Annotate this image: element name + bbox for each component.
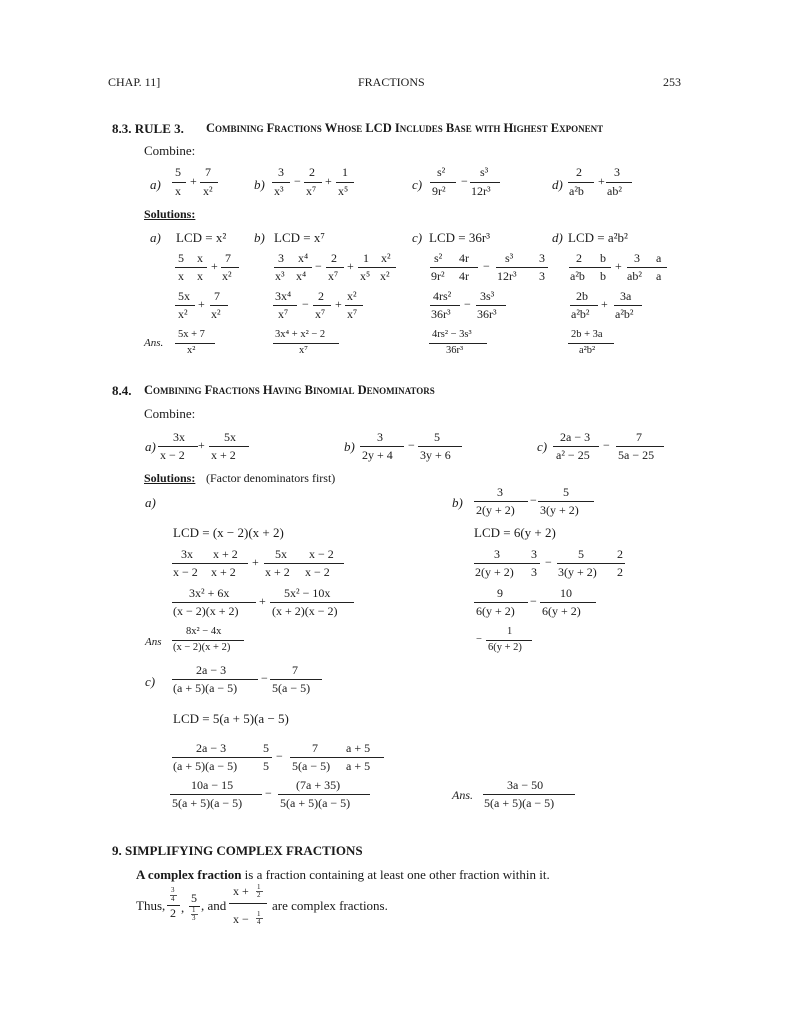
frac-num: 4r xyxy=(459,251,469,265)
frac-num: x − 2 xyxy=(309,547,334,561)
fraction-bar xyxy=(200,182,218,183)
frac-num: 2a − 3 xyxy=(560,430,591,444)
frac-num: 3x xyxy=(173,430,185,444)
fraction-bar xyxy=(483,794,575,795)
frac-num: 5 xyxy=(175,165,181,179)
solution-label-d: d) xyxy=(552,230,563,245)
frac-den: ab² xyxy=(607,184,622,198)
and-label: , and xyxy=(201,898,227,913)
answer-den: 36r³ xyxy=(446,345,464,356)
fraction-bar xyxy=(568,343,614,344)
fraction-bar xyxy=(170,794,262,795)
complex-fractions-tail: are complex fractions. xyxy=(272,898,388,913)
frac-den: x⁷ xyxy=(315,307,326,321)
solution-label-a: a) xyxy=(150,230,161,245)
frac-num: 7 xyxy=(205,165,211,179)
frac-num: 5 xyxy=(563,485,569,499)
frac-num: x² xyxy=(381,251,391,265)
frac-den: 4 xyxy=(171,895,175,903)
fraction-bar xyxy=(616,446,664,447)
frac-den: 3(y + 2) xyxy=(540,503,579,517)
fraction-bar xyxy=(540,602,596,603)
frac-num: s² xyxy=(434,251,443,265)
fraction-bar xyxy=(209,446,249,447)
lcd-b: LCD = x⁷ xyxy=(274,230,325,245)
frac-num: 5x² − 10x xyxy=(284,586,331,600)
frac-den: 9r² xyxy=(432,184,446,198)
frac-num: x² xyxy=(347,289,357,303)
fraction-bar xyxy=(627,267,667,268)
solution-label-b: b) xyxy=(254,230,265,245)
frac-num: 1 xyxy=(363,251,369,265)
fraction-bar xyxy=(358,267,396,268)
fraction-bar xyxy=(172,679,258,680)
problem-label-a: a) xyxy=(145,439,156,454)
operator: + xyxy=(198,438,205,452)
frac-den: a²b xyxy=(570,269,585,283)
frac-den: 12r³ xyxy=(471,184,491,198)
fraction-bar xyxy=(486,640,532,641)
frac-den: x⁷ xyxy=(306,184,317,198)
ans-label: Ans xyxy=(145,636,162,648)
frac-num: 3 xyxy=(494,547,500,561)
section-8-4-number: 8.4. xyxy=(112,383,132,398)
section-8-4-title: Combining Fractions Having Binomial Denominators xyxy=(144,383,435,397)
fraction-bar xyxy=(336,182,354,183)
frac-den: x xyxy=(178,269,184,283)
solution-label-c: c) xyxy=(412,230,423,245)
lcd-8-4-b: LCD = 6(y + 2) xyxy=(474,525,556,540)
frac-num: 2 xyxy=(309,165,315,179)
answer-num: 4rs² − 3s³ xyxy=(432,329,472,340)
frac-num: 2 xyxy=(331,251,337,265)
frac-num: 5x xyxy=(178,289,190,303)
frac-num: 5 xyxy=(434,430,440,444)
frac-num: x + xyxy=(233,884,249,898)
solution-label-c: c) xyxy=(145,674,156,689)
frac-num: (7a + 35) xyxy=(296,778,341,792)
fraction-bar xyxy=(229,903,267,904)
frac-den: 3 xyxy=(539,269,545,283)
fraction-bar xyxy=(569,267,611,268)
answer-num: 5x + 7 xyxy=(178,329,205,340)
lcd-a: LCD = x² xyxy=(176,230,227,245)
operator: + xyxy=(259,594,266,608)
frac-num: s² xyxy=(437,165,446,179)
frac-num: 2 xyxy=(318,289,324,303)
solution-label-a: a) xyxy=(145,495,156,510)
frac-den: 4r xyxy=(459,269,469,283)
fraction-bar xyxy=(264,563,344,564)
page-number: 253 xyxy=(663,75,681,89)
answer-den: x⁷ xyxy=(299,345,308,356)
fraction-bar xyxy=(474,563,540,564)
frac-den: x⁴ xyxy=(296,269,307,283)
fraction-bar xyxy=(278,794,370,795)
answer-den: 5(a + 5)(a − 5) xyxy=(484,796,555,810)
fraction-bar xyxy=(172,182,186,183)
frac-num: 2 xyxy=(576,251,582,265)
frac-num: 3 xyxy=(614,165,620,179)
frac-den: x² xyxy=(380,269,390,283)
frac-den: a² − 25 xyxy=(556,448,590,462)
solutions-label-8-4: Solutions: xyxy=(144,471,196,485)
operator: + xyxy=(211,259,218,273)
frac-num: s³ xyxy=(505,251,514,265)
operator: − xyxy=(408,438,415,452)
frac-num: 2b xyxy=(576,289,588,303)
frac-den: 5(a − 5) xyxy=(292,759,331,773)
thus-label: Thus, xyxy=(136,898,166,913)
fraction-bar xyxy=(496,267,548,268)
definition-text: is a fraction containing at least one other fraction within it. xyxy=(241,867,550,882)
frac-den: 4 xyxy=(257,918,261,926)
operator: − xyxy=(545,555,552,569)
answer-num: 3x⁴ + x² − 2 xyxy=(275,329,326,340)
frac-den: ab² xyxy=(627,269,642,283)
fraction-bar xyxy=(313,305,331,306)
solutions-note: (Factor denominators first) xyxy=(206,471,336,485)
separator: , xyxy=(181,900,185,915)
fraction-bar xyxy=(274,267,312,268)
operator: + xyxy=(598,174,605,188)
frac-num: 3x² + 6x xyxy=(189,586,230,600)
frac-den: x + 2 xyxy=(265,565,290,579)
frac-den: x + 2 xyxy=(211,565,236,579)
fraction-bar xyxy=(290,757,384,758)
fraction-bar xyxy=(172,602,256,603)
frac-den: x + 2 xyxy=(211,448,236,462)
fraction-bar xyxy=(272,182,290,183)
frac-den: x − 2 xyxy=(173,565,198,579)
chapter-label: CHAP. 11] xyxy=(108,75,161,89)
frac-den: x⁵ xyxy=(360,269,371,283)
frac-den: (x + 2)(x − 2) xyxy=(272,604,338,618)
section-8-3-number: 8.3. RULE 3. xyxy=(112,121,184,136)
fraction-bar xyxy=(538,501,594,502)
operator: + xyxy=(325,174,332,188)
problem-label-a: a) xyxy=(150,177,161,192)
frac-num: 2a − 3 xyxy=(196,741,227,755)
complex-fraction-definition xyxy=(136,867,550,883)
fraction-bar xyxy=(474,501,528,502)
answer-num: 2b + 3a xyxy=(571,329,603,340)
running-title: FRACTIONS xyxy=(358,75,425,89)
fraction-bar xyxy=(304,182,322,183)
frac-den: x⁷ xyxy=(278,307,289,321)
frac-den: a xyxy=(656,269,662,283)
frac-den: 36r³ xyxy=(431,307,451,321)
frac-num: 9 xyxy=(497,586,503,600)
frac-num: 5x xyxy=(275,547,287,561)
frac-den: 5 xyxy=(263,759,269,773)
ans-label: Ans. xyxy=(144,337,164,349)
fraction-bar xyxy=(172,757,272,758)
frac-den: 5a − 25 xyxy=(618,448,655,462)
frac-den: 36r³ xyxy=(477,307,497,321)
operator: + xyxy=(190,174,197,188)
frac-den: x³ xyxy=(274,184,284,198)
frac-num: 3 xyxy=(278,251,284,265)
answer-num: 1 xyxy=(507,626,513,637)
frac-num: 2 xyxy=(576,165,582,179)
problem-label-c: c) xyxy=(537,439,548,454)
ans-label: Ans. xyxy=(452,788,473,802)
frac-num: 5 xyxy=(191,891,197,905)
operator: − xyxy=(265,786,272,800)
fraction-bar xyxy=(418,446,462,447)
solution-label-b: b) xyxy=(452,495,463,510)
section-9-heading: 9. SIMPLIFYING COMPLEX FRACTIONS xyxy=(112,843,363,858)
frac-num: 7 xyxy=(312,741,318,755)
lcd-c: LCD = 36r³ xyxy=(429,230,491,245)
fraction-bar xyxy=(606,182,632,183)
fraction-bar xyxy=(553,446,599,447)
fraction-bar xyxy=(360,446,404,447)
answer-den: x² xyxy=(187,345,196,356)
frac-den: 2(y + 2) xyxy=(475,565,514,579)
operator: − xyxy=(483,259,490,273)
answer-sign: − xyxy=(476,634,482,645)
frac-num: 3x⁴ xyxy=(275,289,292,303)
frac-den: 2 xyxy=(257,891,261,899)
problem-label-c: c) xyxy=(412,177,423,192)
frac-den: (a + 5)(a − 5) xyxy=(173,759,238,773)
frac-num: 10a − 15 xyxy=(191,778,234,792)
answer-den: a²b² xyxy=(579,345,596,356)
frac-num: 2a − 3 xyxy=(196,663,227,677)
frac-num: 7 xyxy=(214,289,220,303)
fraction-bar xyxy=(345,305,363,306)
fraction-bar xyxy=(326,267,344,268)
operator: + xyxy=(615,259,622,273)
frac-den: a²b xyxy=(569,184,584,198)
frac-den: x² xyxy=(203,184,213,198)
answer-den: 6(y + 2) xyxy=(488,642,522,653)
lcd-8-4-a: LCD = (x − 2)(x + 2) xyxy=(173,525,284,540)
fraction-bar xyxy=(270,602,354,603)
frac-num: a + 5 xyxy=(346,741,371,755)
fraction-bar xyxy=(273,343,339,344)
answer-num: 8x² − 4x xyxy=(186,626,222,637)
frac-den: 6(y + 2) xyxy=(476,604,515,618)
operator: + xyxy=(601,297,608,311)
fraction-bar xyxy=(175,343,215,344)
solutions-label-8-3: Solutions: xyxy=(144,207,196,221)
frac-num: 5 xyxy=(178,251,184,265)
frac-den: 2y + 4 xyxy=(362,448,393,462)
frac-num: 5 xyxy=(578,547,584,561)
frac-num: b xyxy=(600,251,606,265)
frac-den: x xyxy=(175,184,181,198)
frac-den: 2 xyxy=(617,565,623,579)
frac-num: 3 xyxy=(171,886,175,894)
operator: + xyxy=(347,259,354,273)
operator: − xyxy=(461,174,468,188)
fraction-bar xyxy=(474,602,528,603)
fraction-bar xyxy=(476,305,506,306)
frac-den: x − 2 xyxy=(305,565,330,579)
frac-den: a²b² xyxy=(571,307,590,321)
frac-den: x² xyxy=(222,269,232,283)
frac-den: x³ xyxy=(275,269,285,283)
frac-num: 3 xyxy=(377,430,383,444)
fraction-bar xyxy=(175,267,207,268)
frac-den: x⁷ xyxy=(347,307,358,321)
operator: − xyxy=(530,594,537,608)
frac-den: a + 5 xyxy=(346,759,371,773)
frac-num: a xyxy=(656,251,662,265)
frac-num: 4rs² xyxy=(433,289,452,303)
frac-num: 10 xyxy=(560,586,572,600)
operator: − xyxy=(261,671,268,685)
fraction-bar xyxy=(172,640,244,641)
fraction-bar xyxy=(614,305,642,306)
frac-num: 2 xyxy=(617,547,623,561)
definition-term: A complex fraction xyxy=(136,867,242,882)
frac-num: 3s³ xyxy=(480,289,495,303)
frac-num: 1 xyxy=(192,906,196,914)
frac-den: 5(a + 5)(a − 5) xyxy=(172,796,243,810)
frac-den: 5(a − 5) xyxy=(272,681,311,695)
fraction-bar xyxy=(470,182,500,183)
frac-den: 2 xyxy=(170,906,176,920)
frac-den: x⁵ xyxy=(338,184,349,198)
frac-num: 5x xyxy=(224,430,236,444)
frac-den: 12r³ xyxy=(497,269,517,283)
combine-label-8-3: Combine: xyxy=(144,143,196,158)
frac-den: 3(y + 2) xyxy=(558,565,597,579)
frac-den: 5(a + 5)(a − 5) xyxy=(280,796,351,810)
frac-num: 7 xyxy=(636,430,642,444)
frac-den: (x − 2)(x + 2) xyxy=(173,604,239,618)
frac-num: x + 2 xyxy=(213,547,238,561)
operator: − xyxy=(464,297,471,311)
fraction-bar xyxy=(430,182,456,183)
frac-num: 3a xyxy=(620,289,632,303)
frac-den: 3y + 6 xyxy=(420,448,451,462)
answer-num: 3a − 50 xyxy=(507,778,544,792)
problem-label-b: b) xyxy=(344,439,355,454)
frac-den: 2(y + 2) xyxy=(476,503,515,517)
frac-den: (a + 5)(a − 5) xyxy=(173,681,238,695)
fraction-bar xyxy=(158,446,198,447)
answer-den: (x − 2)(x + 2) xyxy=(173,642,231,653)
operator: + xyxy=(335,297,342,311)
operator: − xyxy=(530,493,537,507)
operator: − xyxy=(603,438,610,452)
frac-num: 1 xyxy=(257,883,261,891)
frac-den: 6(y + 2) xyxy=(542,604,581,618)
fraction-bar xyxy=(270,679,322,680)
frac-num: 3 xyxy=(634,251,640,265)
operator: + xyxy=(198,297,205,311)
frac-num: s³ xyxy=(480,165,489,179)
problem-label-d: d) xyxy=(552,177,563,192)
frac-num: 1 xyxy=(342,165,348,179)
frac-den: 9r² xyxy=(431,269,445,283)
fraction-bar xyxy=(273,305,297,306)
fraction-bar xyxy=(568,182,594,183)
frac-den: x − 2 xyxy=(160,448,185,462)
lcd-8-4-c: LCD = 5(a + 5)(a − 5) xyxy=(173,711,289,726)
fraction-bar xyxy=(221,267,239,268)
frac-den: x² xyxy=(178,307,188,321)
fraction-bar xyxy=(430,305,460,306)
frac-num: 3 xyxy=(278,165,284,179)
fraction-bar xyxy=(430,267,478,268)
frac-den: 3 xyxy=(192,914,196,922)
section-8-3-title: Combining Fractions Whose LCD Includes Base with Highest Exponent xyxy=(206,121,604,135)
frac-den: x xyxy=(197,269,203,283)
frac-num: 3 xyxy=(497,485,503,499)
frac-num: x⁴ xyxy=(298,251,309,265)
frac-num: 7 xyxy=(225,251,231,265)
fraction-bar xyxy=(570,305,598,306)
operator: − xyxy=(294,174,301,188)
frac-den: x − xyxy=(233,912,249,926)
frac-num: x xyxy=(197,251,203,265)
frac-num: 1 xyxy=(257,910,261,918)
operator: − xyxy=(315,259,322,273)
lcd-d: LCD = a²b² xyxy=(568,230,628,245)
frac-den: 3 xyxy=(531,565,537,579)
frac-den: x⁷ xyxy=(328,269,339,283)
frac-num: 3x xyxy=(181,547,193,561)
fraction-bar xyxy=(172,563,248,564)
fraction-bar xyxy=(557,563,625,564)
fraction-bar xyxy=(175,305,195,306)
frac-den: b xyxy=(600,269,606,283)
frac-num: 3 xyxy=(539,251,545,265)
frac-num: 5 xyxy=(263,741,269,755)
frac-den: a²b² xyxy=(615,307,634,321)
combine-label-8-4: Combine: xyxy=(144,406,196,421)
operator: + xyxy=(252,555,259,569)
operator: − xyxy=(276,749,283,763)
fraction-bar xyxy=(210,305,228,306)
frac-den: x² xyxy=(211,307,221,321)
operator: − xyxy=(302,297,309,311)
problem-label-b: b) xyxy=(254,177,265,192)
fraction-bar xyxy=(429,343,487,344)
frac-num: 7 xyxy=(292,663,298,677)
frac-num: 3 xyxy=(531,547,537,561)
